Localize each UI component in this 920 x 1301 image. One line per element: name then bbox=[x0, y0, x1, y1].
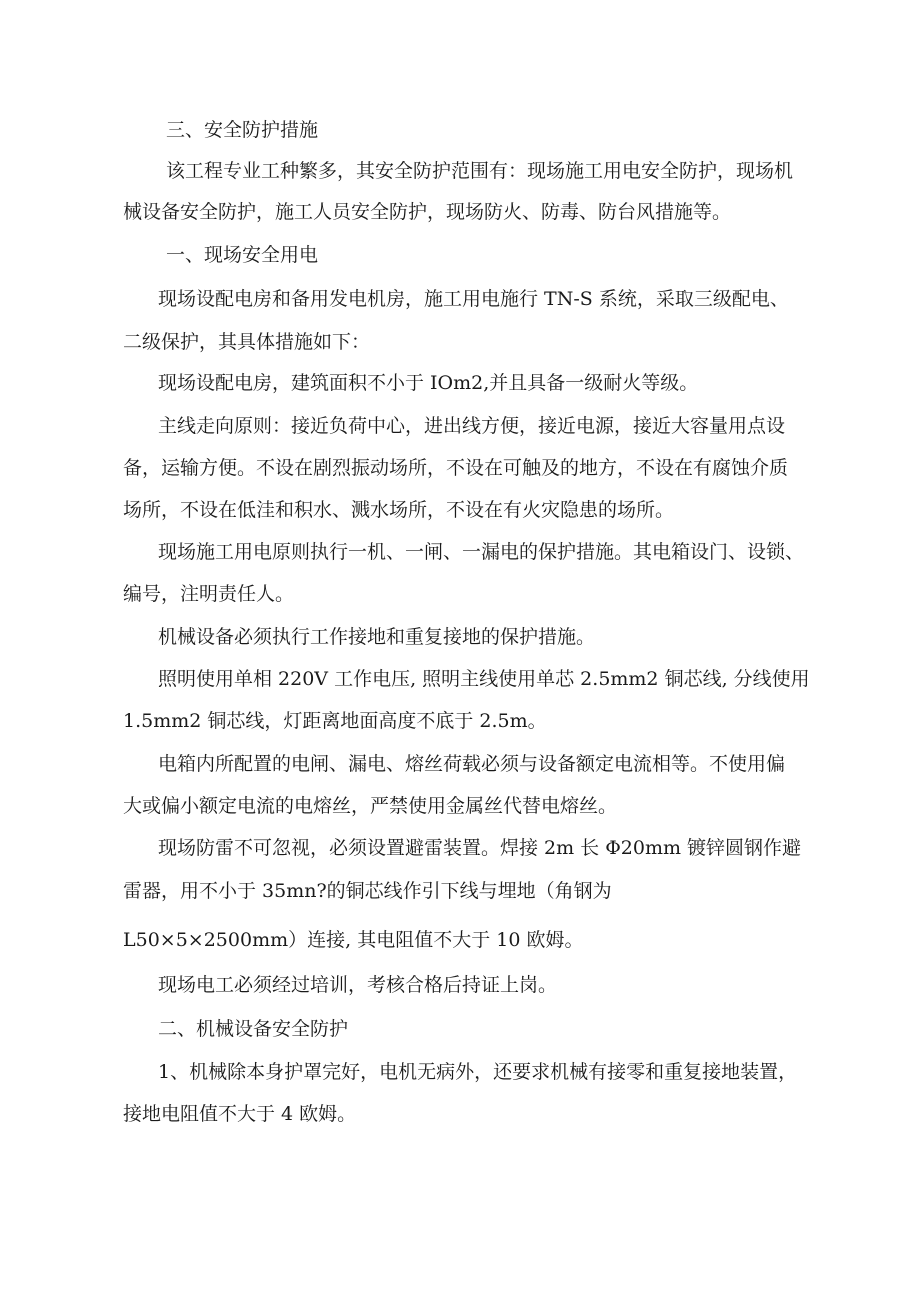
paragraph-line: 该工程专业工种繁多，其安全防护范围有：现场施工用电安全防护，现场机 bbox=[166, 160, 794, 182]
paragraph-line: 1.5mm2 铜芯线，灯距离地面高度不底于 2.5m。 bbox=[123, 710, 547, 732]
paragraph-line: 1、机械除本身护罩完好，电机无病外，还要求机械有接零和重复接地装置， bbox=[158, 1061, 798, 1083]
paragraph-line: 接地电阻值不大于 4 欧姆。 bbox=[123, 1103, 357, 1125]
paragraph-line: 备，运输方便。不设在剧烈振动场所，不设在可触及的地方，不设在有腐蚀介质 bbox=[123, 457, 789, 479]
paragraph-line: 机械设备必须执行工作接地和重复接地的保护措施。 bbox=[158, 626, 596, 648]
subsection-heading-electricity: 一、现场安全用电 bbox=[166, 244, 319, 266]
section-heading-safety-measures: 三、安全防护措施 bbox=[166, 119, 319, 141]
paragraph-line: 现场设配电房和备用发电机房，施工用电施行 TN-S 系统，采取三级配电、 bbox=[158, 288, 789, 310]
paragraph-line: 现场施工用电原则执行一机、一闸、一漏电的保护措施。其电箱设门、设锁、 bbox=[158, 541, 805, 563]
paragraph-line: 现场防雷不可忽视，必须设置避雷装置。焊接 2m 长 Φ20mm 镀锌圆钢作避 bbox=[158, 837, 802, 859]
paragraph-line: 编号，注明责任人。 bbox=[123, 583, 295, 605]
paragraph-line: 二级保护，其具体措施如下： bbox=[123, 331, 371, 353]
subsection-heading-machinery: 二、机械设备安全防护 bbox=[158, 1018, 349, 1040]
paragraph-line: L50×5×2500mm）连接, 其电阻值不大于 10 欧姆。 bbox=[123, 929, 584, 951]
paragraph-line: 电箱内所配置的电闸、漏电、熔丝荷载必须与设备额定电流相等。不使用偏 bbox=[158, 753, 786, 775]
paragraph-line: 场所，不设在低洼和积水、溅水场所，不设在有火灾隐患的场所。 bbox=[123, 499, 675, 521]
paragraph-line: 雷器，用不小于 35mn?的铜芯线作引下线与埋地（角钢为 bbox=[123, 880, 612, 902]
paragraph-line: 主线走向原则：接近负荷中心，进出线方便，接近电源，接近大容量用点设 bbox=[158, 415, 786, 437]
paragraph-line: 大或偏小额定电流的电熔丝，严禁使用金属丝代替电熔丝。 bbox=[123, 795, 618, 817]
paragraph-line: 照明使用单相 220V 工作电压, 照明主线使用单芯 2.5mm2 铜芯线, 分线使用 bbox=[158, 668, 810, 690]
paragraph-line: 现场设配电房，建筑面积不小于 IOm2,并且具备一级耐火等级。 bbox=[158, 372, 699, 394]
paragraph-line: 现场电工必须经过培训，考核合格后持证上岗。 bbox=[158, 974, 558, 996]
paragraph-line: 械设备安全防护，施工人员安全防护，现场防火、防毒、防台风措施等。 bbox=[123, 201, 732, 223]
